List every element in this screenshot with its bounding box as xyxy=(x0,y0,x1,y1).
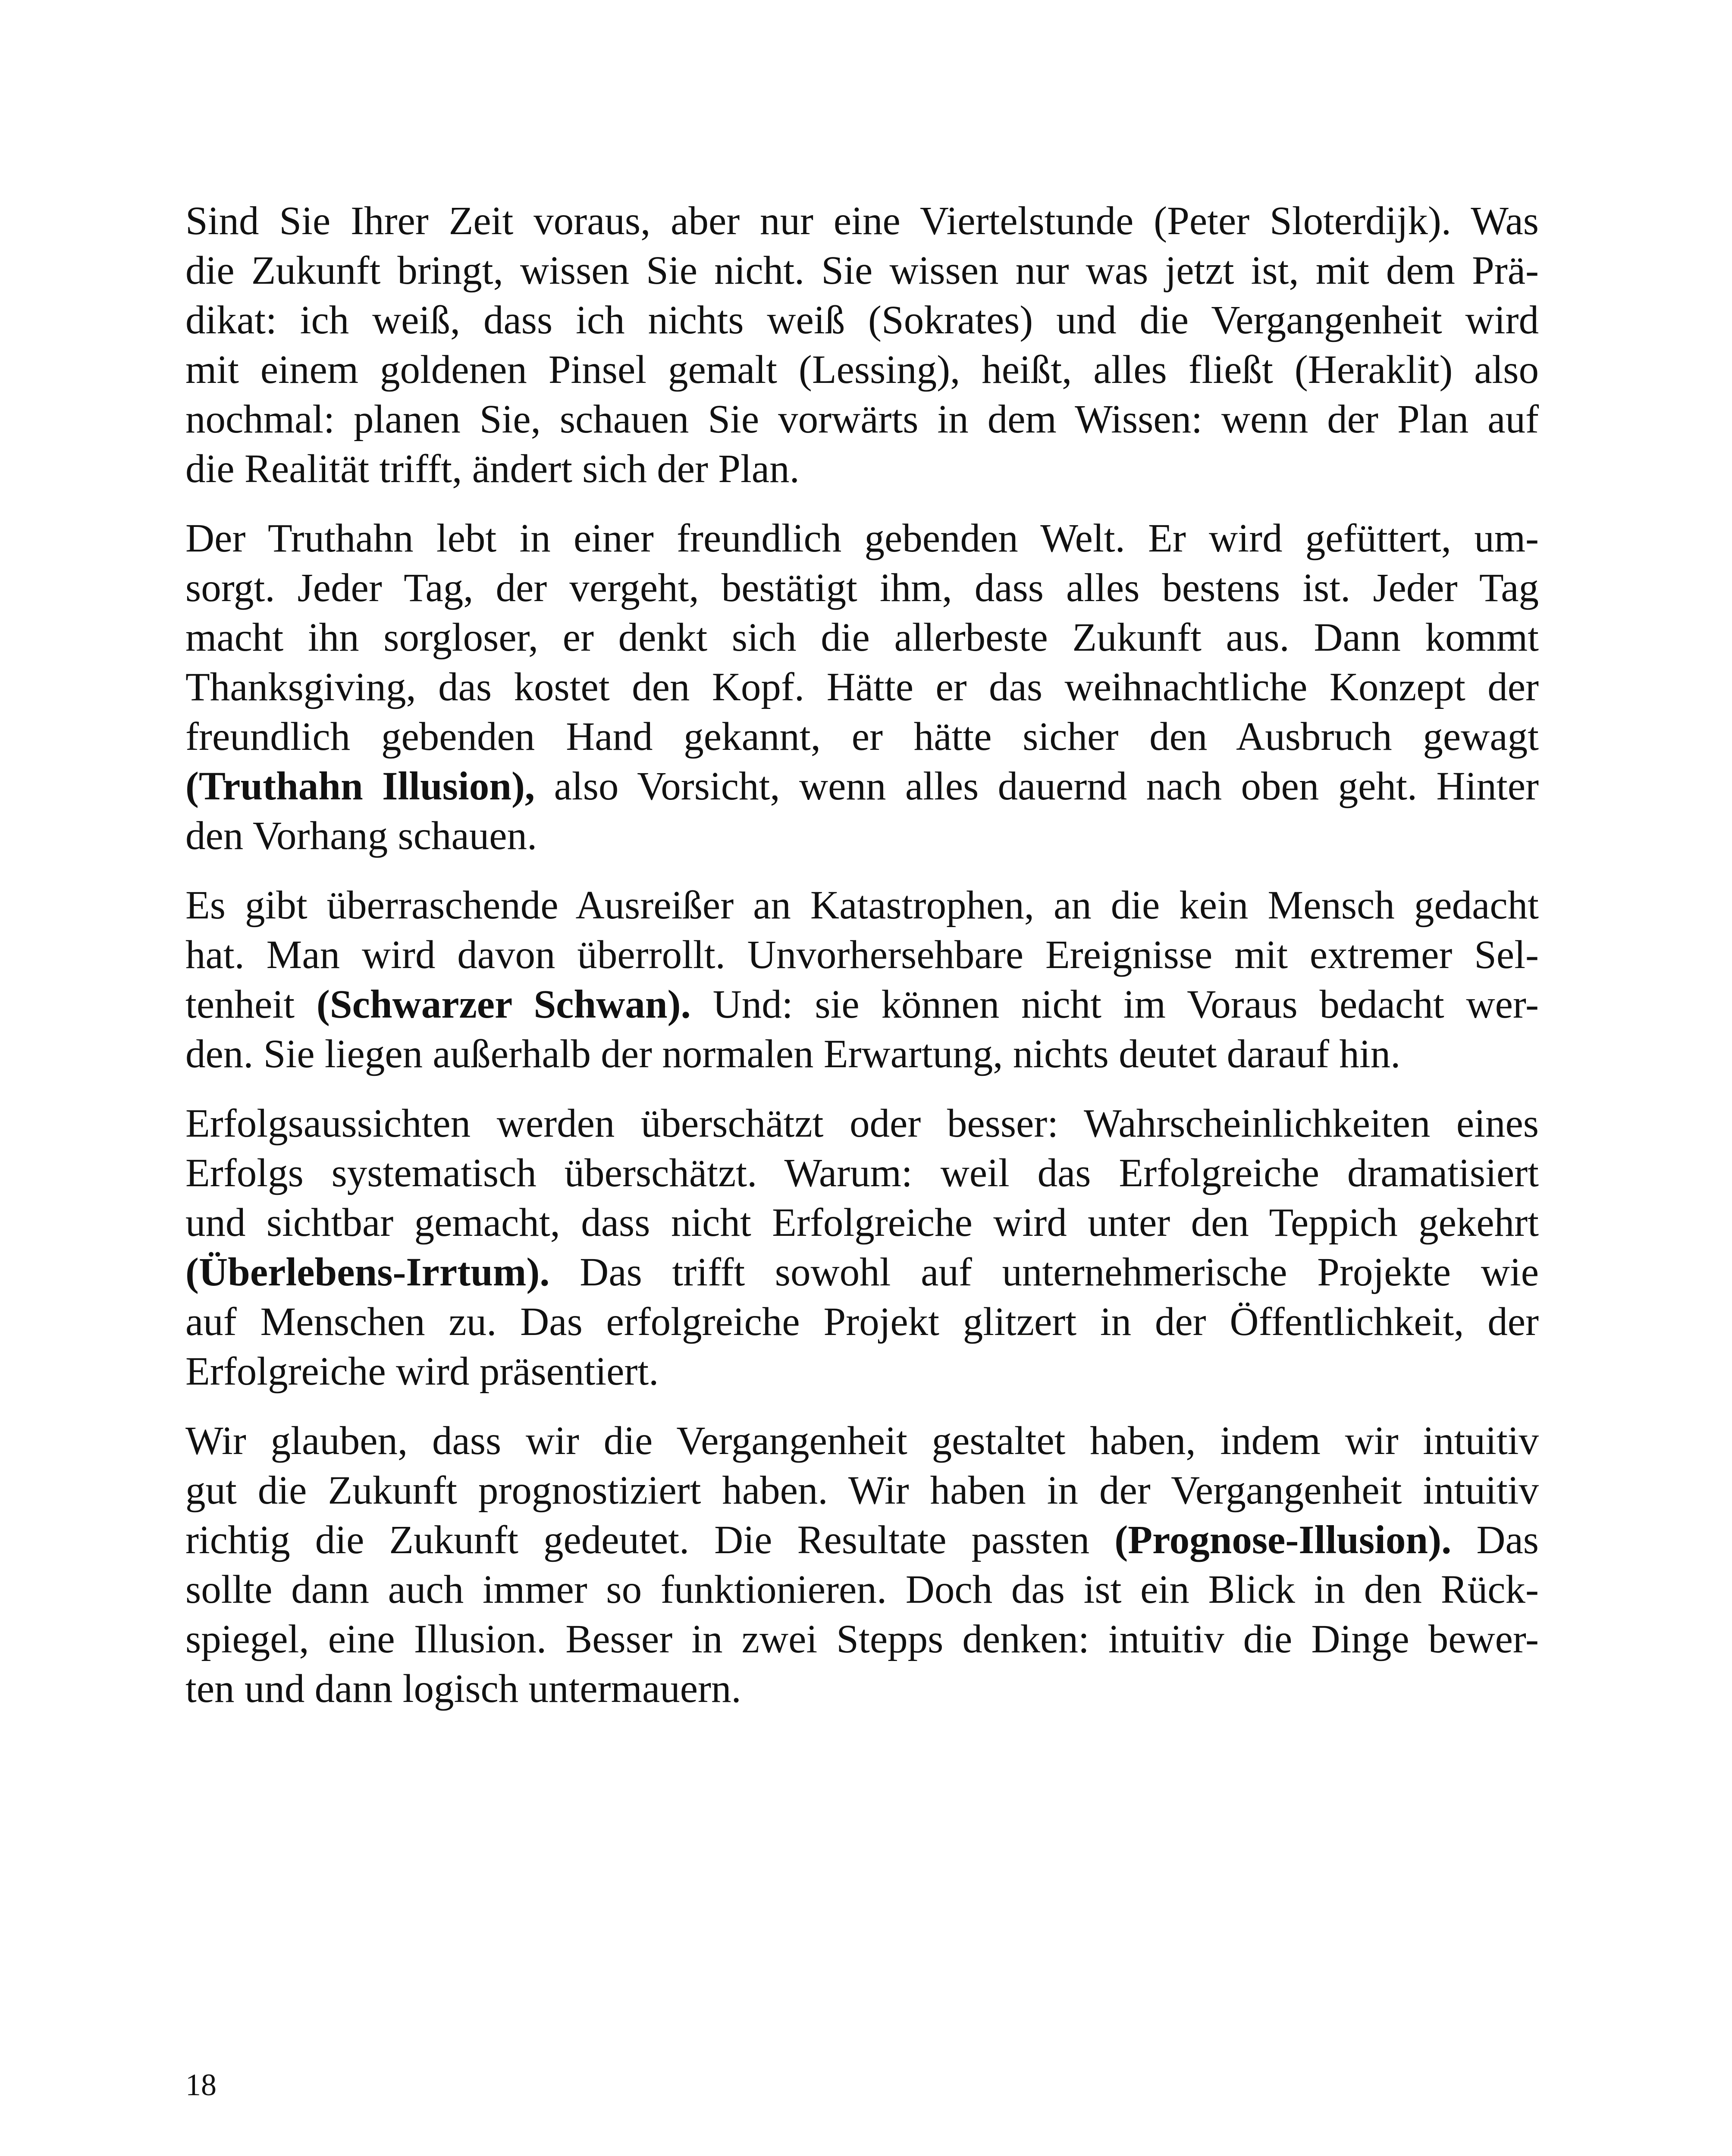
text-line xyxy=(185,196,1539,246)
text-run: Erfolgreiche wird präsentiert. xyxy=(185,1349,659,1394)
paragraph xyxy=(185,1099,1539,1396)
text-line xyxy=(185,444,1539,494)
text-run: nochmal: planen Sie, schauen Sie vorwärts in dem Wissen: wenn der Plan auf xyxy=(185,397,1539,442)
text-run: freundlich gebenden Hand gekannt, er hätte sicher den Ausbruch gewagt xyxy=(185,714,1539,759)
text-line xyxy=(185,930,1539,980)
paragraph xyxy=(185,514,1539,861)
text-run: gut die Zukunft prognostiziert haben. Wir haben in der Vergangenheit intuitiv xyxy=(185,1468,1539,1513)
page-number: 18 xyxy=(185,2068,216,2102)
text-run: macht ihn sorgloser, er denkt sich die allerbeste Zukunft aus. Dann kommt xyxy=(185,615,1539,660)
text-run: mit einem goldenen Pinsel gemalt (Lessing), heißt, alles fließt (Heraklit) also xyxy=(185,348,1539,392)
text-line xyxy=(185,345,1539,395)
text-run: Erfolgsaussichten werden überschätzt oder besser: Wahrscheinlichkeiten eines xyxy=(185,1101,1539,1146)
text-run: auf Menschen zu. Das erfolgreiche Projekt glitzert in der Öffentlichkeit, der xyxy=(185,1300,1539,1344)
bold-term: (Truthahn Illusion), xyxy=(185,764,535,808)
text-line xyxy=(185,980,1539,1029)
text-run: sollte dann auch immer so funktionieren. Doch das ist ein Blick in den Rück- xyxy=(185,1567,1539,1612)
text-line xyxy=(185,1416,1539,1466)
text-run: die Realität trifft, ändert sich der Plan. xyxy=(185,447,800,491)
paragraph xyxy=(185,1416,1539,1714)
text-run: richtig die Zukunft gedeutet. Die Resultate passten xyxy=(185,1518,1115,1562)
text-line xyxy=(185,761,1539,811)
text-line xyxy=(185,1099,1539,1148)
text-run: hat. Man wird davon überrollt. Unvorhersehbare Ereignisse mit extremer Sel- xyxy=(185,933,1539,977)
text-run: tenheit xyxy=(185,982,317,1027)
text-line xyxy=(185,613,1539,662)
paragraph xyxy=(185,196,1539,494)
text-run: Der Truthahn lebt in einer freundlich gebenden Welt. Er wird gefüttert, um- xyxy=(185,516,1539,561)
text-run: also Vorsicht, wenn alles dauernd nach oben geht. Hinter xyxy=(535,764,1539,808)
text-line xyxy=(185,1198,1539,1247)
text-run: ten und dann logisch untermauern. xyxy=(185,1667,741,1711)
text-line xyxy=(185,811,1539,861)
text-run: Wir glauben, dass wir die Vergangenheit gestaltet haben, indem wir intuitiv xyxy=(185,1419,1539,1463)
body-text xyxy=(185,196,1539,1714)
text-run: Thanksgiving, das kostet den Kopf. Hätte er das weihnachtliche Konzept der xyxy=(185,665,1539,709)
text-run: den. Sie liegen außerhalb der normalen Erwartung, nichts deutet darauf hin. xyxy=(185,1032,1401,1076)
text-line xyxy=(185,1664,1539,1714)
text-run: Erfolgs systematisch überschätzt. Warum: weil das Erfolgreiche dramatisiert xyxy=(185,1151,1539,1195)
text-line xyxy=(185,295,1539,345)
text-line xyxy=(185,395,1539,444)
text-line xyxy=(185,1148,1539,1198)
text-line xyxy=(185,1247,1539,1297)
text-run: die Zukunft bringt, wissen Sie nicht. Sie wissen nur was jetzt ist, mit dem Prä- xyxy=(185,248,1539,293)
text-run: Sind Sie Ihrer Zeit voraus, aber nur eine Viertelstunde (Peter Sloterdijk). Was xyxy=(185,199,1539,243)
text-line xyxy=(185,563,1539,613)
paragraph xyxy=(185,881,1539,1079)
text-run: sorgt. Jeder Tag, der vergeht, bestätigt ihm, dass alles bestens ist. Jeder Tag xyxy=(185,566,1539,610)
text-line xyxy=(185,1347,1539,1396)
text-line xyxy=(185,881,1539,930)
text-run: Das trifft sowohl auf unternehmerische Projekte wie xyxy=(549,1250,1539,1294)
text-run: den Vorhang schauen. xyxy=(185,814,537,858)
text-line xyxy=(185,1515,1539,1565)
text-run: spiegel, eine Illusion. Besser in zwei Stepps denken: intuitiv die Dinge bewer- xyxy=(185,1617,1539,1661)
text-run: dikat: ich weiß, dass ich nichts weiß (Sokrates) und die Vergangenheit wird xyxy=(185,298,1539,342)
text-line xyxy=(185,514,1539,563)
bold-term: (Überlebens-Irrtum). xyxy=(185,1250,550,1294)
text-line xyxy=(185,1029,1539,1079)
text-run: und sichtbar gemacht, dass nicht Erfolgreiche wird unter den Teppich gekehrt xyxy=(185,1200,1539,1245)
text-line xyxy=(185,1565,1539,1614)
text-run: Es gibt überraschende Ausreißer an Katastrophen, an die kein Mensch gedacht xyxy=(185,883,1539,928)
bold-term: (Prognose-Illusion). xyxy=(1114,1518,1452,1562)
text-run: Und: sie können nicht im Voraus bedacht wer- xyxy=(690,982,1539,1027)
text-line xyxy=(185,246,1539,295)
text-line xyxy=(185,1297,1539,1347)
text-line xyxy=(185,1614,1539,1664)
bold-term: (Schwarzer Schwan). xyxy=(316,982,691,1027)
text-line xyxy=(185,712,1539,761)
text-line xyxy=(185,1466,1539,1515)
text-line xyxy=(185,662,1539,712)
text-run: Das xyxy=(1451,1518,1539,1562)
